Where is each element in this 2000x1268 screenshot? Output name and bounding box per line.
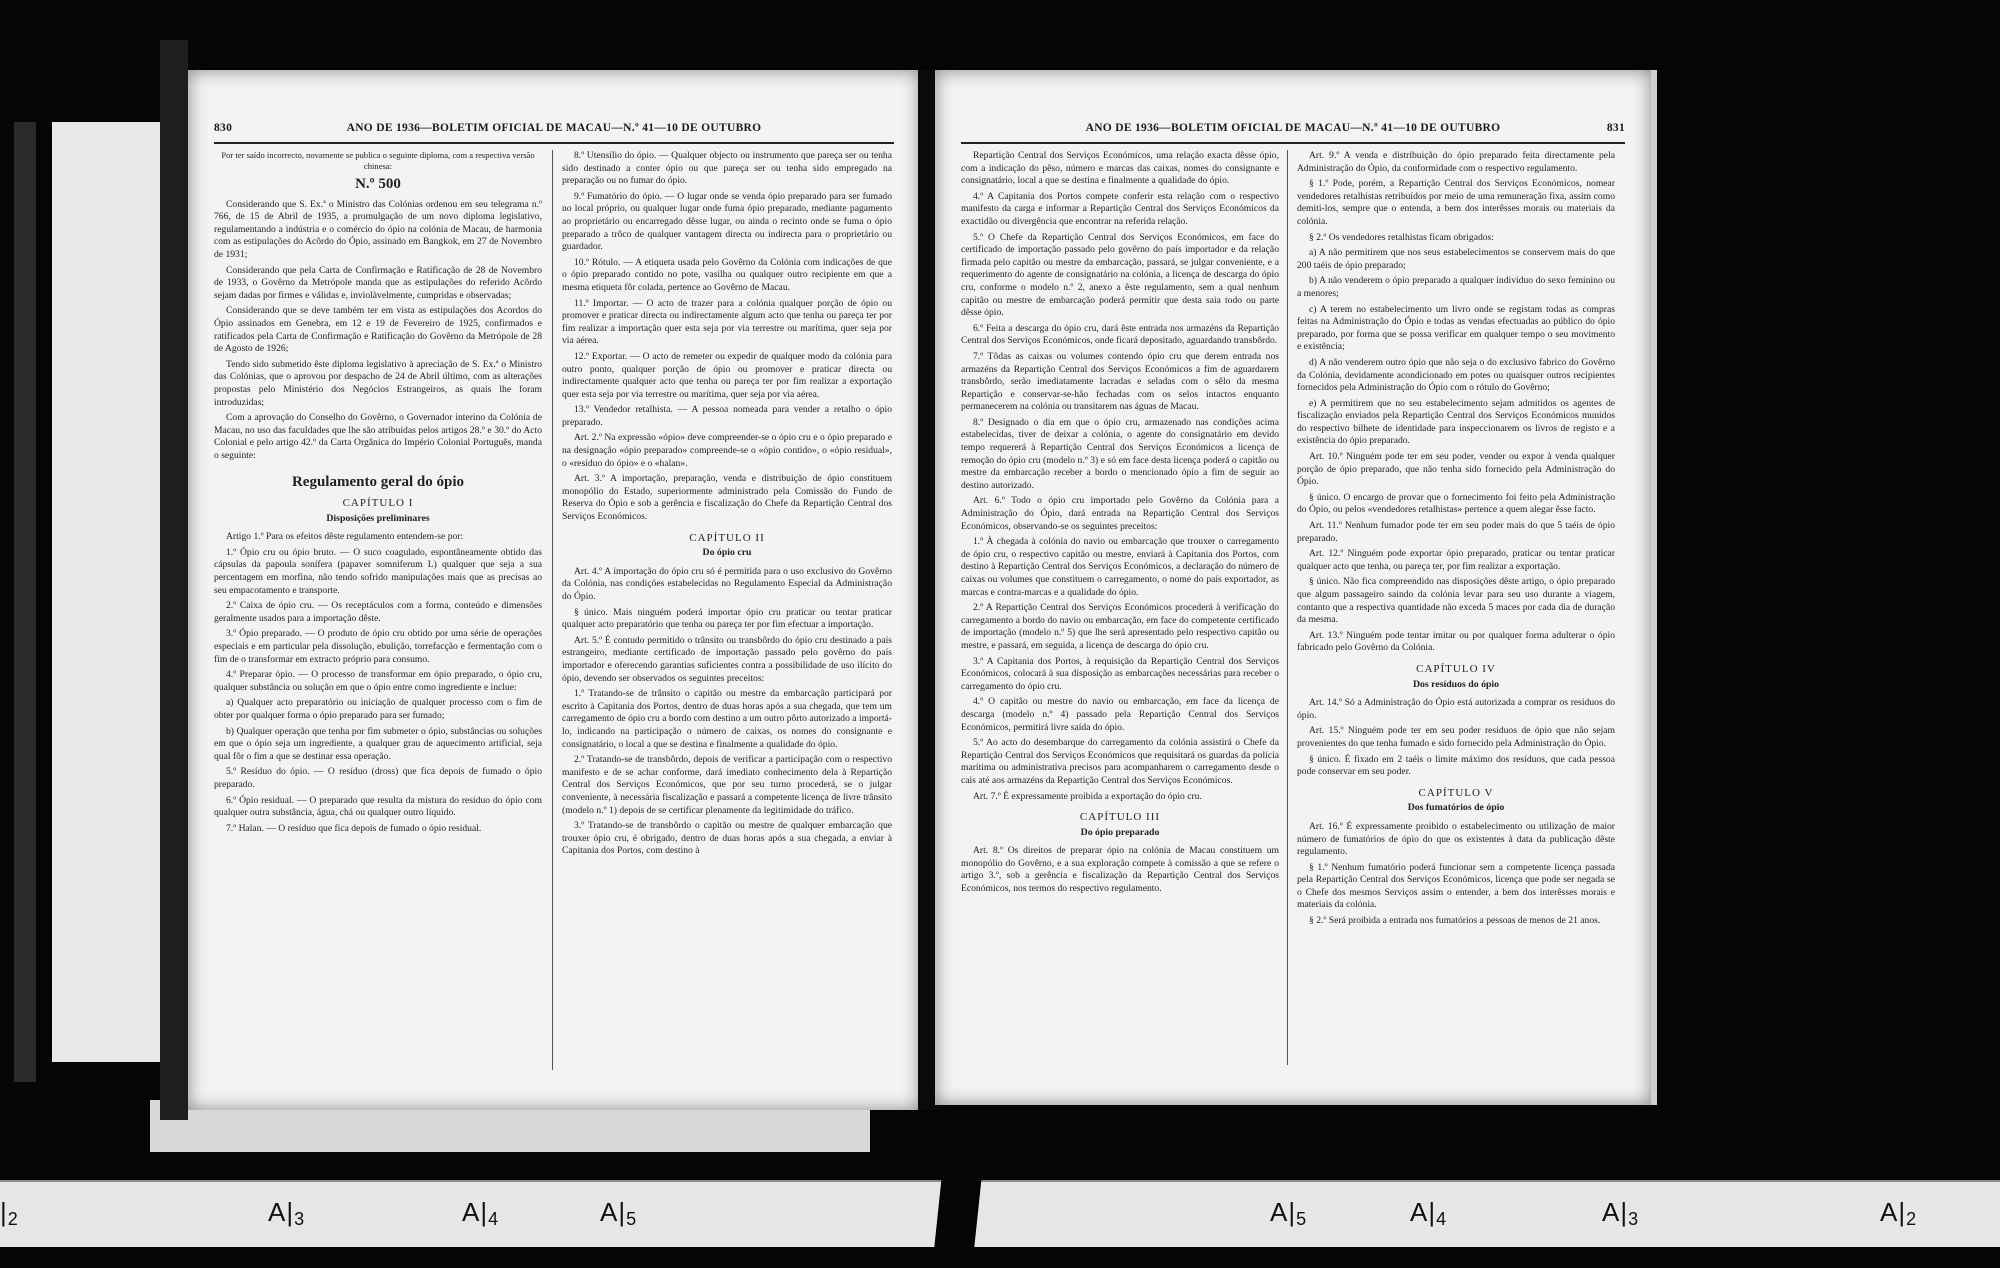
frame-label-letter: A [1410, 1197, 1429, 1227]
article-paragraph: a) A não permitirem que nos seus estabelecimentos se conservem mais do que 200 taéis de ópio preparado; [1297, 247, 1615, 271]
article-paragraph: 7.º Tôdas as caixas ou volumes contendo ópio cru que derem entrada nos armazéns da Repartição Central dos Serviços Económicos a fim de aguardarem transbôrdo, serão imediatamente lacradas e seladas com o sêlo da mesma Repartição e conservar-se-hão fechadas com os selos intactos enquanto permanecerem na colónia ou transitarem nas águas de Macau. [961, 350, 1279, 413]
preamble-paragraph: Tendo sido submetido êste diploma legislativo à apreciação de S. Ex.ª o Ministro das Colónias, que o aprovou por despacho de 24 de Abril último, com as alterações propostas pelo Ministério dos Negócios Estrangeiros, as quais lhe foram introduzidas; [214, 358, 542, 408]
frame-label [268, 1197, 305, 1230]
regulation-title: Regulamento geral do ópio [291, 474, 465, 491]
article-paragraph: Art. 12.º Ninguém pode exportar ópio preparado, praticar ou tentar praticar qualquer acto que tenha, ou pareça ter, por fim realizar a exportação. [1297, 548, 1615, 572]
page-number: 831 [1606, 122, 1625, 134]
article-paragraph: 4.º O capitão ou mestre do navio ou embarcação, em face da licença de descarga (modelo n.º 4) passado pela Repartição Central dos Serviços Económicos, permitirá livre saída do ópio. [961, 696, 1279, 733]
article-paragraph: Art. 15.º Ninguém pode ter em seu poder resíduos de ópio que não sejam provenientes do que tenha fumado e sido fornecido pela Administração do Ópio. [1297, 725, 1615, 749]
article-paragraph: Art. 16.º É expressamente proibido o estabelecimento ou utilização de maior número de fumatórios de ópio do que os existentes à data da publicação dêste regulamento. [1297, 820, 1615, 858]
article-paragraph: 5.º Ao acto do desembarque do carregamento da colónia assistirá o Chefe da Repartição Central dos Serviços Económicos que requisitará os guardas da polícia marítima ou administrativa precisos para acompanharem o carregamento desde o cais até aos armazéns da Repartição Central dos Serviços Económicos. [961, 737, 1279, 786]
frame-label-digit: 5 [626, 1209, 638, 1229]
film-notch [934, 1172, 982, 1252]
frame-label-digit: 4 [1436, 1209, 1448, 1229]
page-binding-edge [160, 40, 188, 1120]
article-paragraph: 2.º Tratando-se de transbôrdo, depois de verificar a participação com o respectivo manifesto e de se achar conforme, dará imediato conhecimento dela à Repartição Central dos Serviços Económicos, que por seu turno procederá, se o julgar conveniente, à necessária fiscalização e passará a competente licença de livre trânsito (modelo n.º 1) depois de se certificar plenamente da legitimidade do tráfico. [562, 754, 892, 816]
article-paragraph: 5.º Resíduo do ópio. — O resíduo (dross) que fica depois de fumado o ópio preparado. [214, 766, 542, 790]
frame-label [0, 1197, 19, 1230]
chapter-subheading: Do ópio preparado [1080, 826, 1160, 838]
article-paragraph: 4.º Preparar ópio. — O processo de transformar em ópio preparado, o ópio cru, qualquer substância ou solução em que o ópio entre como ingrediente e inclue: [214, 669, 542, 693]
article-paragraph: Art. 13.º Ninguém pode tentar imitar ou por qualquer forma adulterar o ópio fabricado pelo Govêrno da Colónia. [1297, 629, 1615, 654]
article-paragraph: § único. Não fica compreendido nas disposições dêste artigo, o ópio preparado que algum passageiro saindo da colónia levar para seu uso durante a viagem, contanto que a respectiva quantidade não exceda 5 maces por cada dia de duração da mesma. [1297, 576, 1615, 626]
article-paragraph: 5.º O Chefe da Repartição Central dos Serviços Económicos, em face do certificado de importação passado pelo govêrno do país importador e da relação firmada pelo capitão ou mestre da embarcação, passará, se julgar conveniente, e a requerimento do agente de consignatário na colónia, a licença de descarga do ópio cru, conforme o modelo n.º 2, anexo a êste regulamento, sem a qual nenhum capitão ou mestre de embarcação poderá permitir que desta saia todo ou parte dêsse ópio. [961, 231, 1279, 319]
right-column-2 [1297, 150, 1615, 931]
frame-label-letter: A [268, 1197, 287, 1227]
article-paragraph: § único. O encargo de provar que o fornecimento foi feito pela Administração do Ópio, ou pelos «vendedores retalhistas» pertence a quem alegar êsse facto. [1297, 491, 1615, 516]
frame-label [1602, 1197, 1639, 1230]
article-paragraph: § 2.º Os vendedores retalhistas ficam obrigados: [1309, 231, 1494, 243]
intro-note: Por ter saído incorrecto, novamente se publica o seguinte diploma, com a respectiva versão chinesa: [221, 150, 535, 171]
left-column-1 [214, 150, 542, 838]
article-paragraph: 8.º Utensílio do ópio. — Qualquer objecto ou instrumento que pareça ser ou tenha sido destinado a conter ópio ou que pareça ser ou tenha sido empregado na preparação ou no fumar do ópio. [562, 150, 892, 187]
article-paragraph: 10.º Rótulo. — A etiqueta usada pelo Govêrno da Colónia com indicações de que o ópio preparado contido no pote, vasilha ou qualquer outro recipiente em que a mesma etiqueta fôr colada, pertence ao Govêrno de Macau. [562, 256, 892, 293]
article-paragraph: Repartição Central dos Serviços Económicos, uma relação exacta dêsse ópio, com a indicação do pêso, número e marcas das caixas, nomes do consignante e consignatário, local a que se destina e finalmente a qualidade do ópio. [961, 150, 1279, 187]
right-sheet-edge [1651, 70, 1657, 1105]
article-paragraph: a) Qualquer acto preparatório ou iniciação de qualquer processo com o fim de obter por qualquer forma o ópio preparado para ser fumado; [214, 697, 542, 721]
frame-tick: | [286, 1197, 295, 1227]
frame-tick: | [618, 1197, 627, 1227]
frame-label-digit: 2 [7, 1209, 19, 1229]
chapter-heading: CAPÍTULO II [689, 531, 765, 544]
article-paragraph: 9.º Fumatório do ópio. — O lugar onde se venda ópio preparado para ser fumado no local próprio, ou qualquer lugar onde fuma ópio preparado, mediante pagamento ao proprietário ou encarregado dêsse lugar, ou ainda o recinto onde se fuma o ópio preparado a trôco de qualquer vantagem directa ou indirecta para o proprietário ou guardador. [562, 190, 892, 253]
article-paragraph: Art. 7.º É expressamente proibida a exportação do ópio cru. [973, 790, 1202, 802]
article-paragraph: Art. 2.º Na expressão «ópio» deve compreender-se o ópio cru e o ópio preparado e na designação «ópio preparado» compreende-se o «ópio contido», o «ópio residual», o «resíduo do ópio» e o «halan». [562, 432, 892, 469]
page-number: 830 [214, 122, 233, 134]
frame-label [462, 1197, 499, 1230]
chapter-subheading: Dos fumatórios de ópio [1407, 802, 1505, 814]
preamble-paragraph: Considerando que se deve também ter em vista as estipulações dos Acordos do Ópio assinados em Genebra, em 12 e 19 de Fevereiro de 1925, confirmados e ratificados pela Carta de Confirmação e Ratificação do Govêrno da Metrópole de 28 de Agosto de 1926; [214, 305, 542, 355]
article-paragraph: 11.º Importar. — O acto de trazer para a colónia qualquer porção de ópio ou promover e praticar directa ou indirectamente algum acto que tenha ou pareça ter por fim realizar a importação quer esta seja por via terrestre ou marítima, quer seja por via aérea. [562, 297, 892, 347]
article-paragraph: Art. 3.º A importação, preparação, venda e distribuição de ópio constituem monopólio do Estado, superiormente administrado pela Comissão do Fundo de Reserva do Ópio e sob a gerência e fiscalização do Chefe da Repartição Central dos Serviços Económicos. [562, 473, 892, 523]
article-paragraph: 8.º Designado o dia em que o ópio cru, armazenado nas condições acima estabelecidas, tiver de deixar a colónia, o agente do consignatário em devido tempo requererá à Repartição Central dos Serviços Económicos a licença de remoção do ópio cru (modelo n.º 3) e só em face desta licença poderá o capitão ou mestre da embarcação receber a bordo o mencionado ópio a fim de seguir ao destino autorizado. [961, 416, 1279, 491]
right-page-header [961, 122, 1625, 142]
preamble-paragraph: Com a aprovação do Conselho do Govêrno, o Governador interino da Colónia de Macau, no uso das faculdades que lhe são atribuídas pelos artigos 28.º e 30.º do Acto Colonial e pelo artigo 42.º da Carta Orgânica do Império Colonial Português, manda o seguinte: [214, 412, 542, 461]
chapter-subheading: Do ópio cru [702, 547, 752, 559]
preamble-paragraph: Considerando que S. Ex.ª o Ministro das Colónias ordenou em seu telegrama n.º 766, de 15 de Abril de 1935, a promulgação de um novo diploma legislativo, regulamentando a indústria e o comércio do ópio na colónia de Macau, de harmonia com as estipulações do Acôrdo do Ópio, assinado em Bangkok, em 27 de Novembro de 1931; [214, 198, 542, 260]
frame-tick: | [1620, 1197, 1629, 1227]
article-paragraph: Art. 14.º Só a Administração do Ópio está autorizada a comprar os resíduos do ópio. [1297, 697, 1615, 721]
article-paragraph: c) A terem no estabelecimento um livro onde se registam todas as compras feitas na Administração do Ópio e todas as vendas efectuadas ao público do ópio preparado, por forma que se possa verificar em qualquer tempo o seu movimento e existência; [1297, 303, 1615, 353]
chapter-heading: CAPÍTULO IV [1416, 662, 1496, 675]
frame-tick: | [1428, 1197, 1437, 1227]
article-paragraph: § único. Mais ninguém poderá importar ópio cru praticar ou tentar praticar qualquer acto preparatório que tenha ou pareça ter por fim efectuar a importação. [562, 606, 892, 631]
article-paragraph: Art. 9.º A venda e distribuição do ópio preparado feita directamente pela Administração do Ópio, da conformidade com o respectivo regulamento. [1297, 150, 1615, 174]
frame-label [600, 1197, 637, 1230]
article-paragraph: b) A não venderem o ópio preparado a qualquer indivíduo do sexo feminino ou a menores; [1297, 275, 1615, 299]
chapter-heading: CAPÍTULO V [1418, 786, 1494, 799]
article-paragraph: 7.º Halan. — O resíduo que fica depois de fumado o ópio residual. [226, 822, 482, 834]
article-paragraph: 2.º A Repartição Central dos Serviços Económicos procederá à verificação do carregamento a bordo do navio ou embarcação, em face do competente certificado de importação (modelo n.º 5) que lhe será apresentado pelo respectivo capitão ou mestre, e passará, em seguida, a licença de descarga do ópio cru. [961, 602, 1279, 651]
frame-label-letter: A [1270, 1197, 1289, 1227]
frame-tick: | [0, 1197, 8, 1227]
frame-tick: | [480, 1197, 489, 1227]
diploma-number: N.º 500 [355, 176, 401, 192]
frame-label-digit: 4 [488, 1209, 500, 1229]
frame-tick: | [1898, 1197, 1907, 1227]
frame-label-digit: 3 [294, 1209, 306, 1229]
article-paragraph: Art. 6.º Todo o ópio cru importado pelo Govêrno da Colónia para a Administração do Ópio, dará entrada na Repartição Central dos Serviços Económicos, observando-se os seguintes preceitos: [961, 495, 1279, 532]
chapter-heading: CAPÍTULO I [342, 497, 414, 510]
header-rule [961, 142, 1625, 144]
article-paragraph: 13.º Vendedor retalhista. — A pessoa nomeada para vender a retalho o ópio preparado. [562, 404, 892, 428]
article-paragraph: Art. 8.º Os direitos de preparar ópio na colónia de Macau constituem um monopólio do Govêrno, e a sua exploração compete à comissão a que se refere o artigo 3.º, sob a gerência e fiscalização da Repartição Central dos Serviços Económicos, nos termos do respectivo regulamento. [961, 845, 1279, 895]
article-paragraph: 2.º Caixa de ópio cru. — Os receptáculos com a forma, conteúdo e dimensões geralmente usados para a importação dêste. [214, 600, 542, 624]
preamble-paragraph: Considerando que pela Carta de Confirmação e Ratificação de 28 de Novembro de 1933, o Govêrno da Metrópole manda que as estipulações do referido Acôrdo sejam dadas por firmes e válidas e, inviolàvelmente, cumpridas e observadas; [214, 264, 542, 301]
article-paragraph: Art. 4.º A importação do ópio cru só é permitida para o uso exclusivo do Govêrno da Colónia, nas condições estabelecidas no Regulamento Especial da Administração do Ópio. [562, 565, 892, 602]
article-paragraph: b) Qualquer operação que tenha por fim submeter o ópio, substâncias ou soluções em que o ópio seja um ingrediente, a qualquer grau de aquecimento artificial, seja qual fôr o fim a que se destinar essa operação. [214, 725, 542, 762]
article-paragraph: Artigo 1.º Para os efeitos dêste regulamento entendem-se por: [226, 531, 464, 543]
frame-label [1410, 1197, 1447, 1230]
article-paragraph: d) A não venderem outro ópio que não seja o do exclusivo fabrico do Govêrno da Colónia, devidamente acondicionado em potes ou quaisquer outros recipientes fornecidos pela Administração do Ópio com o rótulo do Govêrno; [1297, 356, 1615, 394]
running-title: ANO DE 1936—BOLETIM OFICIAL DE MACAU—N.º 41—10 DE OUTUBRO [346, 122, 762, 134]
frame-tick: | [1288, 1197, 1297, 1227]
article-paragraph: 1.º À chegada à colónia do navio ou embarcação que trouxer o carregamento de ópio cru, o respectivo capitão ou mestre, enviará à Capitania dos Portos, com destino à Repartição Central dos Serviços Económicos, a declaração do número de caixas ou volumes que constituem o carregamento, o nome do país exportador, as marcas e contra-marcas e a qualidade do ópio. [961, 536, 1279, 598]
left-page [188, 70, 920, 1110]
column-divider [552, 150, 553, 1070]
frame-label-digit: 2 [1906, 1209, 1918, 1229]
frame-label [1270, 1197, 1307, 1230]
left-column-2 [562, 150, 892, 861]
article-paragraph: 6.º Ópio residual. — O preparado que resulta da mistura do resíduo do ópio com qualquer outra substância, água, chá ou qualquer outro líquido. [214, 794, 542, 819]
chapter-subheading: Dos resíduos do ópio [1412, 678, 1500, 690]
frame-label-letter: A [1880, 1197, 1899, 1227]
article-paragraph: § 1.º Nenhum fumatório poderá funcionar sem a competente licença passada pela Repartição Central dos Serviços Económicos, licença que pode ser negada se o Chefe dos mesmos Serviços assim o entender, a bem dos interêsses morais e materiais da colónia. [1297, 861, 1615, 911]
article-paragraph: 6.º Feita a descarga do ópio cru, dará êste entrada nos armazéns da Repartição Central dos Serviços Económicos, onde ficará depositado, aguardando transbôrdo. [961, 322, 1279, 347]
article-paragraph: 1.º Tratando-se de trânsito o capitão ou mestre da embarcação participará por escrito à Capitania dos Portos, dentro de duas horas após a sua chegada, que tem um carregamento de ópio cru a bordo com destino a um outro pôrto autorizado a importá-lo, indicando na participação o número de caixas, os nomes do consignante e consignatário, o local a que se destina e finalmente a qualidade do ópio. [562, 688, 892, 750]
frame-label-digit: 3 [1628, 1209, 1640, 1229]
article-paragraph: 4.º A Capitania dos Portos compete conferir esta relação com o respectivo manifesto da carga e informar a Repartição Central dos Serviços Económicos da exactidão ou divergência que encontrar na referida relação. [961, 190, 1279, 227]
chapter-heading: CAPÍTULO III [1079, 811, 1161, 824]
article-paragraph: e) A permitirem que no seu estabelecimento sejam admitidos os agentes de fiscalização enviados pela Repartição Central dos Serviços Económicos munidos do respectivo bilhete de identidade para inspeccionarem os livros de registo e a existência do ópio preparado. [1297, 397, 1615, 447]
article-paragraph: Art. 11.º Nenhum fumador pode ter em seu poder mais do que 5 taéis de ópio preparado. [1297, 520, 1615, 544]
frame-label [1880, 1197, 1917, 1230]
frame-label-letter: A [462, 1197, 481, 1227]
article-paragraph: 1.º Ópio cru ou ópio bruto. — O suco coagulado, espontâneamente obtido das cápsulas da papoula sonífera (papaver somniferum L) qualquer que seja a sua percentagem em morfina, não tendo sofrido manipulações mais que as precisas ao seu empacotamento e transporte. [214, 546, 542, 596]
article-paragraph: § 1.º Pode, porém, a Repartição Central dos Serviços Económicos, nomear vendedores retalhistas retribuídos por meio de uma remuneração fixa, assim como demiti-los, sempre que o entenda, a bem dos interêsses morais ou materiais da colónia. [1297, 178, 1615, 227]
article-paragraph: 3.º Tratando-se de transbôrdo o capitão ou mestre de qualquer embarcação que trouxer ópio cru, é obrigado, dentro de duas horas após a sua chegada, a enviar à Capitania dos Portos, com destino à [562, 820, 892, 857]
article-paragraph: Art. 5.º É contudo permitido o trânsito ou transbôrdo do ópio cru destinado a país estrangeiro, mediante certificado de importação passado pelo govêrno do país importador e oferecendo garantias suficientes contra a possibilidade de uso ilícito do ópio, devendo ser observados os seguintes preceitos: [562, 634, 892, 684]
running-title: ANO DE 1936—BOLETIM OFICIAL DE MACAU—N.º 41—10 DE OUTUBRO [1085, 122, 1501, 134]
frame-label-letter: A [600, 1197, 619, 1227]
article-paragraph: 3.º A Capitania dos Portos, à requisição da Repartição Central dos Serviços Económicos, colocará à sua disposição as embarcações necessárias para receber o carregamento do ópio cru. [961, 655, 1279, 692]
article-paragraph: Art. 10.º Ninguém pode ter em seu poder, vender ou expor à venda qualquer porção de ópio preparado, que não tenha sido fornecido pela Administração do Ópio. [1297, 451, 1615, 488]
header-rule [214, 142, 894, 144]
frame-label-letter: A [1602, 1197, 1621, 1227]
frame-label-digit: 5 [1296, 1209, 1308, 1229]
chapter-subheading: Disposições preliminares [326, 512, 430, 524]
article-paragraph: § único. É fixado em 2 taéis o limite máximo dos resíduos, que cada pessoa pode conservar em seu poder. [1297, 753, 1615, 778]
column-divider [1287, 150, 1288, 1065]
right-column-1 [961, 150, 1279, 899]
article-paragraph: 3.º Ópio preparado. — O produto de ópio cru obtido por uma série de operações especiais e em particular pela dissolução, ebulição, torrefacção e fermentação com o fim de o transformar em extracto próprio para consumo. [214, 628, 542, 665]
article-paragraph: § 2.º Será proibida a entrada nos fumatórios a pessoas de menos de 21 anos. [1309, 915, 1601, 927]
film-edge-left [14, 122, 36, 1082]
left-page-header [214, 122, 894, 142]
right-page [935, 70, 1651, 1105]
article-paragraph: 12.º Exportar. — O acto de remeter ou expedir de qualquer modo da colónia para outro ponto, qualquer porção de ópio ou promover e praticar directa ou indirectamente qualquer acto que tenha ou pareça ter por fim realizar a exportação quer esta seja por via terrestre ou marítima, quer seja por via aérea. [562, 350, 892, 400]
